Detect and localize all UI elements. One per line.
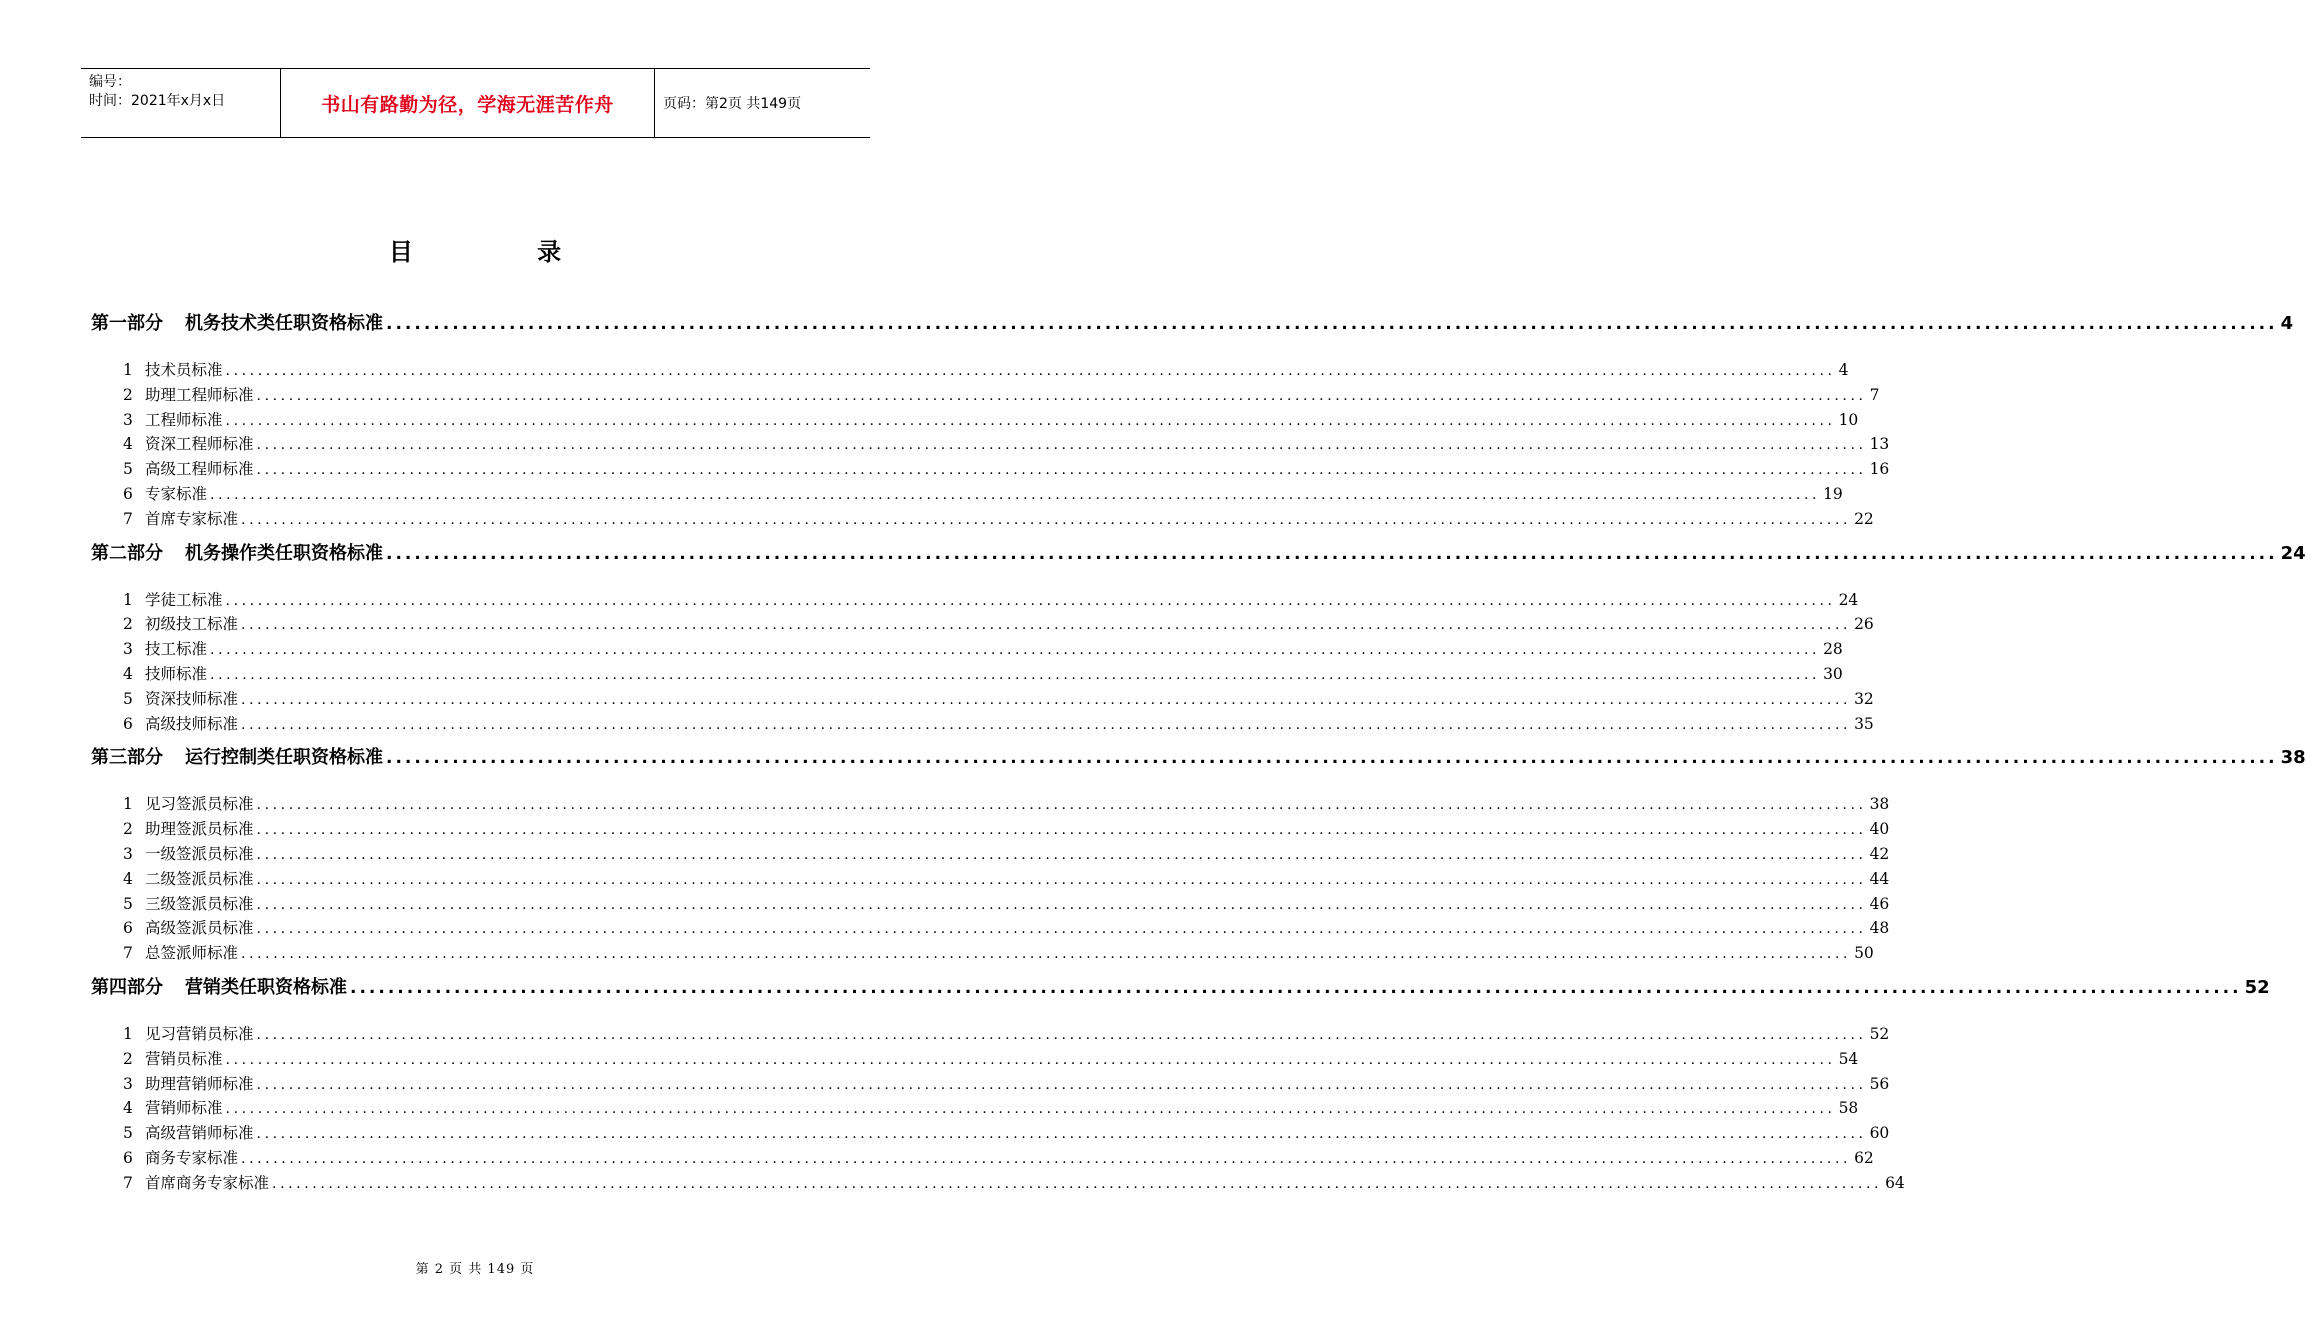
toc-item-name: 技术员标准 (145, 361, 223, 379)
toc-item-name: 营销师标准 (145, 1099, 223, 1118)
toc-leader-dots: ........................................................................................................................................................................................................ (386, 543, 2278, 564)
toc-part-page: 4 (2280, 313, 2294, 334)
toc-item-number: 1 (123, 795, 133, 814)
toc-item-number: 4 (123, 664, 133, 683)
toc-item-page: 19 (1823, 484, 1843, 503)
toc-leader-dots: ........................................................................................................................................................................................................ (256, 462, 1867, 479)
toc-leader-dots: ........................................................................................................................................................................................................ (225, 592, 1836, 609)
toc-item-name: 营销员标准 (145, 1049, 223, 1068)
toc-item-number: 3 (123, 1074, 133, 1093)
toc-part-name: 营销类任职资格标准 (185, 976, 347, 998)
toc-item-title (123, 1146, 238, 1168)
toc-item-page: 46 (1869, 894, 1890, 913)
toc-part-name: 机务技术类任职资格标准 (185, 313, 383, 334)
toc-leader-dots: ........................................................................................................................................................................................................ (256, 1126, 1867, 1143)
toc-part-page: 52 (2244, 976, 2270, 998)
toc-item-page: 7 (1869, 385, 1880, 404)
toc-item-page: 60 (1869, 1124, 1890, 1143)
toc-item-title (123, 1171, 269, 1193)
header-page-info: 页码：第2页 共149页 (663, 96, 802, 112)
toc-item-page: 62 (1854, 1148, 1874, 1167)
toc-item-title (123, 916, 254, 938)
toc-item-entry[interactable] (91, 408, 1859, 433)
toc-item-title (123, 383, 254, 405)
toc-item-name: 资深技师标准 (145, 689, 239, 708)
toc-item-title (123, 432, 254, 454)
toc-part-name: 机务操作类任职资格标准 (185, 542, 383, 564)
toc-item-name: 二级签派员标准 (145, 869, 254, 888)
toc-item-name: 高级营销师标准 (145, 1124, 254, 1143)
toc-part-page: 38 (2280, 747, 2306, 769)
toc-leader-dots: ........................................................................................................................................................................................................ (225, 363, 1836, 379)
toc-item-number: 5 (123, 1124, 133, 1143)
toc-item-entry[interactable] (91, 712, 1874, 737)
toc-item-number: 7 (123, 944, 133, 963)
toc-item-number: 1 (123, 361, 133, 379)
toc-part-number: 第二部分 (91, 542, 163, 564)
toc-part-entry[interactable] (91, 539, 2306, 569)
toc-item-number: 3 (123, 844, 133, 863)
toc-item-page: 10 (1838, 410, 1859, 429)
toc-item-number: 3 (123, 410, 133, 429)
toc-leader-dots: ........................................................................................................................................................................................................ (386, 748, 2278, 769)
toc-title: 目 录 (388, 238, 620, 266)
toc-part-title (91, 309, 383, 335)
toc-item-page: 28 (1823, 640, 1843, 659)
toc-item-name: 技师标准 (145, 664, 208, 683)
toc-item-title (123, 892, 254, 914)
toc-item-number: 3 (123, 640, 133, 659)
toc-leader-dots: ........................................................................................................................................................................................................ (225, 412, 1836, 429)
toc-item-page: 48 (1869, 919, 1890, 938)
toc-item-name: 三级签派员标准 (145, 894, 254, 913)
toc-item-entry[interactable] (91, 612, 1874, 637)
toc-leader-dots: ........................................................................................................................................................................................................ (241, 946, 1852, 963)
toc-item-page: 52 (1869, 1024, 1890, 1043)
toc-leader-dots: ........................................................................................................................................................................................................ (386, 314, 2278, 334)
toc-item-entry[interactable] (91, 1171, 1905, 1196)
toc-item-entry[interactable] (91, 1121, 1890, 1146)
toc-leader-dots: ........................................................................................................................................................................................................ (350, 977, 2242, 998)
toc-item-list (91, 358, 1890, 532)
toc-item-entry[interactable] (91, 507, 1874, 532)
toc-item-page: 13 (1869, 435, 1890, 454)
toc-item-entry[interactable] (91, 1146, 1874, 1171)
toc-item-list (91, 792, 1890, 966)
toc-item-page: 54 (1838, 1049, 1859, 1068)
toc-item-number: 5 (123, 689, 133, 708)
toc-leader-dots: ........................................................................................................................................................................................................ (225, 1051, 1836, 1068)
toc-leader-dots: ........................................................................................................................................................................................................ (210, 666, 1821, 683)
toc-item-list (91, 1022, 1905, 1196)
toc-part-number: 第一部分 (91, 313, 163, 334)
toc-item-page: 64 (1885, 1173, 1905, 1192)
toc-leader-dots: ........................................................................................................................................................................................................ (241, 1150, 1852, 1167)
toc-item-number: 6 (123, 714, 133, 733)
toc-item-page: 22 (1854, 509, 1874, 528)
toc-part-title (91, 973, 347, 999)
toc-leader-dots: ........................................................................................................................................................................................................ (256, 896, 1867, 913)
toc-leader-dots: ........................................................................................................................................................................................................ (241, 691, 1852, 708)
toc-part-entry[interactable] (91, 309, 2294, 339)
toc-item-name: 高级签派员标准 (145, 919, 254, 938)
toc-item-title (123, 1022, 254, 1044)
toc-item-entry[interactable] (91, 383, 1880, 408)
toc-leader-dots: ........................................................................................................................................................................................................ (256, 846, 1867, 863)
toc-item-title (123, 817, 254, 839)
toc-item-number: 5 (123, 460, 133, 479)
header-motto: 书山有路勤为径，学海无涯苦作舟 (281, 69, 655, 137)
toc-item-number: 7 (123, 1173, 133, 1192)
toc-item-entry[interactable] (91, 588, 1859, 613)
toc-item-entry[interactable] (91, 892, 1890, 917)
toc-item-entry[interactable] (91, 687, 1874, 712)
toc-part-name: 运行控制类任职资格标准 (185, 747, 383, 769)
toc-item-number: 1 (123, 590, 133, 609)
toc-item-title (123, 588, 223, 610)
toc-item-name: 高级工程师标准 (145, 460, 254, 479)
toc-item-title (123, 1121, 254, 1143)
toc-item-page: 35 (1854, 714, 1874, 733)
toc-item-title (123, 358, 223, 380)
toc-item-number: 2 (123, 615, 133, 634)
toc-leader-dots: ........................................................................................................................................................................................................ (241, 716, 1852, 733)
toc-item-number: 6 (123, 484, 133, 503)
toc-item-name: 工程师标准 (145, 410, 223, 429)
toc-item-page: 56 (1869, 1074, 1890, 1093)
toc-part-title (91, 743, 383, 769)
toc-item-title (123, 612, 238, 634)
toc-part-page: 24 (2280, 542, 2306, 564)
toc-item-page: 50 (1854, 944, 1874, 963)
table-of-contents (91, 308, 2306, 1203)
toc-item-number: 2 (123, 1049, 133, 1068)
toc-leader-dots: ........................................................................................................................................................................................................ (256, 1076, 1867, 1093)
toc-item-entry[interactable] (91, 941, 1874, 966)
toc-item-entry[interactable] (91, 1096, 1859, 1121)
toc-item-entry[interactable] (91, 817, 1890, 842)
toc-leader-dots: ........................................................................................................................................................................................................ (272, 1175, 1883, 1192)
toc-item-name: 资深工程师标准 (145, 435, 254, 454)
toc-item-number: 2 (123, 820, 133, 839)
toc-item-page: 16 (1869, 460, 1890, 479)
toc-item-entry[interactable] (91, 1022, 1890, 1047)
toc-item-number: 2 (123, 385, 133, 404)
toc-item-title (123, 1072, 254, 1094)
page-header (81, 68, 870, 138)
toc-leader-dots: ........................................................................................................................................................................................................ (256, 871, 1867, 888)
toc-item-title (123, 941, 238, 963)
toc-item-entry[interactable] (91, 358, 1849, 383)
toc-item-name: 助理营销师标准 (145, 1074, 254, 1093)
toc-leader-dots: ........................................................................................................................................................................................................ (210, 642, 1821, 659)
toc-item-title (123, 507, 238, 529)
toc-part-entry[interactable] (91, 973, 2270, 1003)
toc-leader-dots: ........................................................................................................................................................................................................ (256, 387, 1867, 404)
toc-item-page: 58 (1838, 1099, 1859, 1118)
toc-item-name: 助理工程师标准 (145, 385, 254, 404)
toc-leader-dots: ........................................................................................................................................................................................................ (256, 921, 1867, 938)
toc-part-title (91, 539, 383, 565)
toc-item-name: 商务专家标准 (145, 1148, 239, 1167)
toc-item-entry[interactable] (91, 482, 1843, 507)
toc-item-name: 首席专家标准 (145, 509, 239, 528)
toc-item-name: 见习签派员标准 (145, 795, 254, 814)
toc-item-title (123, 408, 223, 430)
toc-item-title (123, 842, 254, 864)
toc-leader-dots: ........................................................................................................................................................................................................ (241, 511, 1852, 528)
toc-item-number: 5 (123, 894, 133, 913)
toc-item-title (123, 662, 207, 684)
toc-part-number: 第三部分 (91, 747, 163, 769)
header-meta (81, 69, 281, 137)
toc-part-entry[interactable] (91, 743, 2306, 773)
toc-item-name: 技工标准 (145, 640, 208, 659)
toc-item-entry[interactable] (91, 1047, 1859, 1072)
toc-item-entry[interactable] (91, 662, 1843, 687)
toc-item-entry[interactable] (91, 842, 1890, 867)
toc-item-page: 30 (1823, 664, 1843, 683)
toc-item-number: 6 (123, 919, 133, 938)
toc-item-entry[interactable] (91, 916, 1890, 941)
toc-item-page: 42 (1869, 844, 1890, 863)
toc-item-title (123, 637, 207, 659)
toc-item-entry[interactable] (91, 867, 1890, 892)
toc-item-name: 初级技工标准 (145, 615, 239, 634)
toc-item-name: 总签派师标准 (145, 944, 239, 963)
toc-item-name: 专家标准 (145, 484, 208, 503)
toc-leader-dots: ........................................................................................................................................................................................................ (256, 1026, 1867, 1043)
toc-part-number: 第四部分 (91, 976, 163, 998)
toc-item-title (123, 792, 254, 814)
toc-leader-dots: ........................................................................................................................................................................................................ (210, 486, 1821, 503)
toc-item-page: 40 (1869, 820, 1890, 839)
toc-leader-dots: ........................................................................................................................................................................................................ (241, 617, 1852, 634)
toc-item-number: 1 (123, 1024, 133, 1043)
header-time-label: 时间：2021年x月x日 (89, 93, 226, 109)
toc-item-page: 26 (1854, 615, 1874, 634)
toc-item-name: 一级签派员标准 (145, 844, 254, 863)
toc-item-entry[interactable] (91, 457, 1890, 482)
toc-item-number: 4 (123, 435, 133, 454)
toc-item-page: 4 (1838, 361, 1849, 379)
toc-item-name: 首席商务专家标准 (145, 1173, 270, 1192)
toc-item-title (123, 1096, 223, 1118)
header-number-label: 编号： (89, 74, 131, 90)
toc-item-list (91, 588, 1874, 737)
toc-item-entry[interactable] (91, 792, 1890, 817)
toc-item-name: 见习营销员标准 (145, 1024, 254, 1043)
toc-leader-dots: ........................................................................................................................................................................................................ (256, 437, 1867, 454)
toc-item-title (123, 867, 254, 889)
toc-item-page: 38 (1869, 795, 1890, 814)
toc-item-title (123, 1047, 223, 1069)
toc-item-title (123, 687, 238, 709)
toc-item-page: 44 (1869, 869, 1890, 888)
toc-item-title (123, 482, 207, 504)
toc-item-entry[interactable] (91, 1072, 1890, 1097)
toc-item-number: 6 (123, 1148, 133, 1167)
toc-item-number: 4 (123, 869, 133, 888)
toc-leader-dots: ........................................................................................................................................................................................................ (256, 797, 1867, 814)
toc-leader-dots: ........................................................................................................................................................................................................ (256, 822, 1867, 839)
toc-item-entry[interactable] (91, 637, 1843, 662)
toc-item-page: 24 (1838, 590, 1859, 609)
toc-item-number: 4 (123, 1099, 133, 1118)
toc-item-page: 32 (1854, 689, 1874, 708)
toc-leader-dots: ........................................................................................................................................................................................................ (225, 1101, 1836, 1118)
toc-item-name: 高级技师标准 (145, 714, 239, 733)
toc-item-name: 助理签派员标准 (145, 820, 254, 839)
toc-item-title (123, 712, 238, 734)
toc-item-entry[interactable] (91, 432, 1890, 457)
toc-item-number: 7 (123, 509, 133, 528)
page-footer: 第 2 页 共 149 页 (415, 1262, 535, 1277)
toc-item-name: 学徒工标准 (145, 590, 223, 609)
toc-item-title (123, 457, 254, 479)
